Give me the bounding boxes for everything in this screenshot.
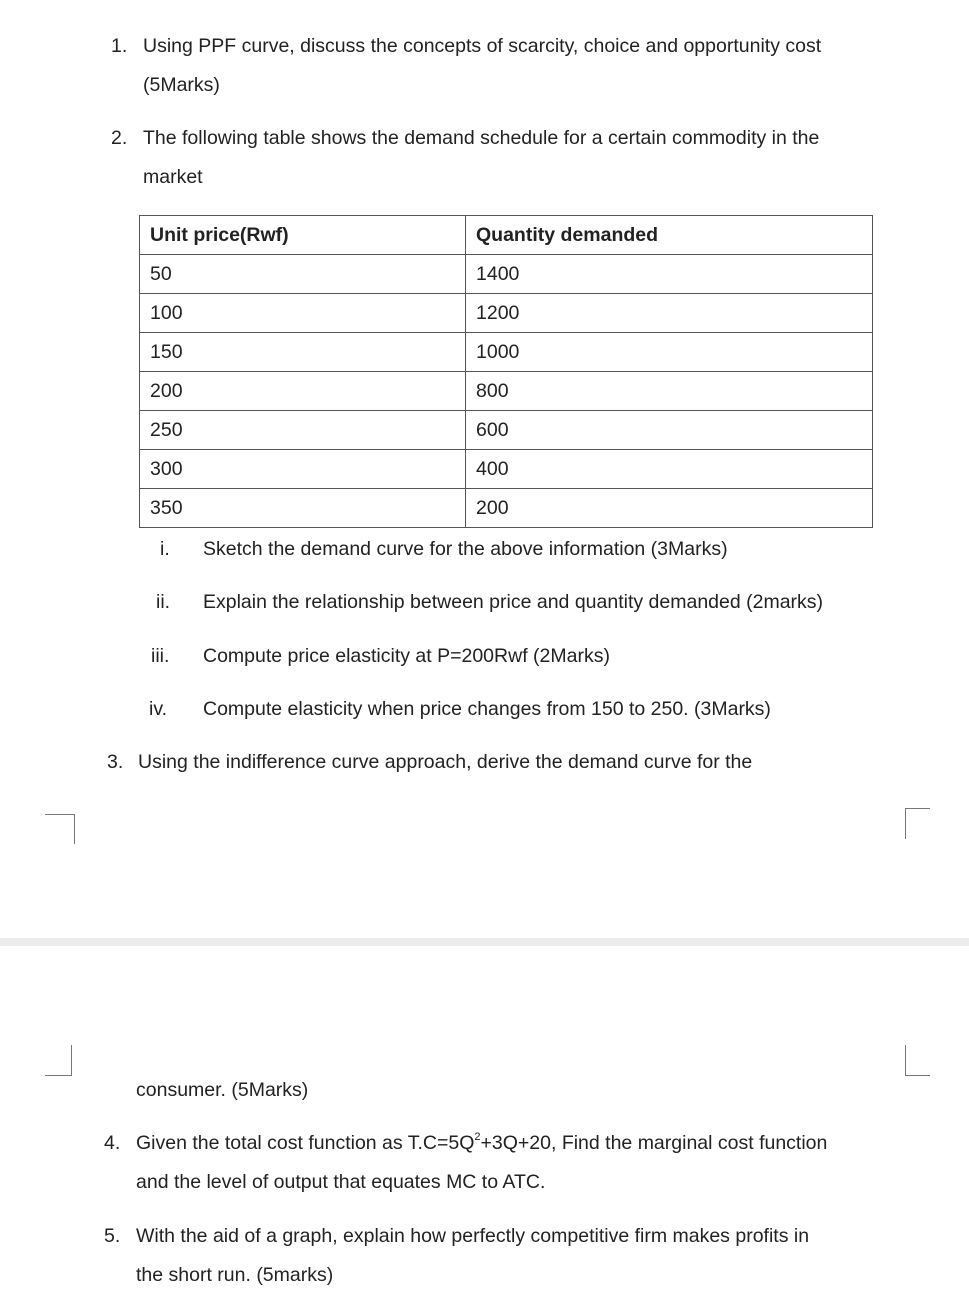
question-4-text-cont: and the level of output that equates MC to ATC. (136, 1171, 546, 1193)
question-2-text-cont: market (143, 166, 203, 188)
table-row (140, 255, 873, 294)
crop-mark-top-left (45, 814, 75, 844)
table-row (140, 372, 873, 411)
question-2-text: The following table shows the demand schedule for a certain commodity in the (143, 127, 820, 149)
question-4-text-before: Given the total cost function as T.C=5Q (136, 1132, 475, 1154)
question-1-number: 1. (111, 35, 128, 57)
table-header-row (140, 216, 873, 255)
question-2-number: 2. (111, 127, 128, 149)
question-3-number: 3. (107, 751, 124, 773)
price-cell: 50 (140, 255, 466, 294)
demand-schedule-table (139, 215, 873, 528)
question-3-text: Using the indifference curve approach, derive the demand curve for the (138, 751, 753, 773)
question-1-text: Using PPF curve, discuss the concepts of scarcity, choice and opportunity cost (143, 35, 822, 57)
subquestion-iii-text: Compute price elasticity at P=200Rwf (2Marks) (203, 645, 610, 667)
quantity-cell: 1400 (466, 255, 873, 294)
column-header-unit-price: Unit price(Rwf) (140, 216, 466, 255)
price-cell: 100 (140, 294, 466, 333)
quantity-cell: 1200 (466, 294, 873, 333)
table-row (140, 294, 873, 333)
quantity-cell: 1000 (466, 333, 873, 372)
price-cell: 200 (140, 372, 466, 411)
subquestion-ii-text: Explain the relationship between price and quantity demanded (2marks) (203, 591, 824, 613)
table-row (140, 411, 873, 450)
price-cell: 350 (140, 489, 466, 528)
quantity-cell: 400 (466, 450, 873, 489)
question-5-text: With the aid of a graph, explain how perfectly competitive firm makes profits in (136, 1225, 810, 1247)
question-4-number: 4. (104, 1132, 121, 1154)
subquestion-i-number: i. (160, 538, 170, 560)
crop-mark-bottom-left (45, 1045, 72, 1076)
question-3-text-cont: consumer. (5Marks) (136, 1079, 309, 1101)
question-5-number: 5. (104, 1225, 121, 1247)
question-1-marks: (5Marks) (143, 74, 220, 96)
quantity-cell: 800 (466, 372, 873, 411)
subquestion-iii-number: iii. (151, 645, 170, 667)
subquestion-ii-number: ii. (156, 591, 171, 613)
subquestion-iv-number: iv. (149, 698, 168, 720)
crop-mark-top-right (905, 808, 930, 839)
quantity-cell: 200 (466, 489, 873, 528)
superscript-two: 2 (474, 1131, 481, 1143)
price-cell: 300 (140, 450, 466, 489)
price-cell: 150 (140, 333, 466, 372)
subquestion-iv-text: Compute elasticity when price changes from 150 to 250. (3Marks) (203, 698, 771, 720)
table-row (140, 333, 873, 372)
question-4-text-after: +3Q+20, Find the marginal cost function (480, 1132, 828, 1154)
column-header-quantity-demanded: Quantity demanded (466, 216, 873, 255)
page-break-divider (0, 938, 969, 946)
crop-mark-bottom-right (905, 1045, 930, 1076)
table-row (140, 450, 873, 489)
subquestion-i-text: Sketch the demand curve for the above information (3Marks) (203, 538, 728, 560)
quantity-cell: 600 (466, 411, 873, 450)
question-4-text (136, 1132, 827, 1155)
question-5-text-cont: the short run. (5marks) (136, 1264, 334, 1286)
price-cell: 250 (140, 411, 466, 450)
table-row (140, 489, 873, 528)
